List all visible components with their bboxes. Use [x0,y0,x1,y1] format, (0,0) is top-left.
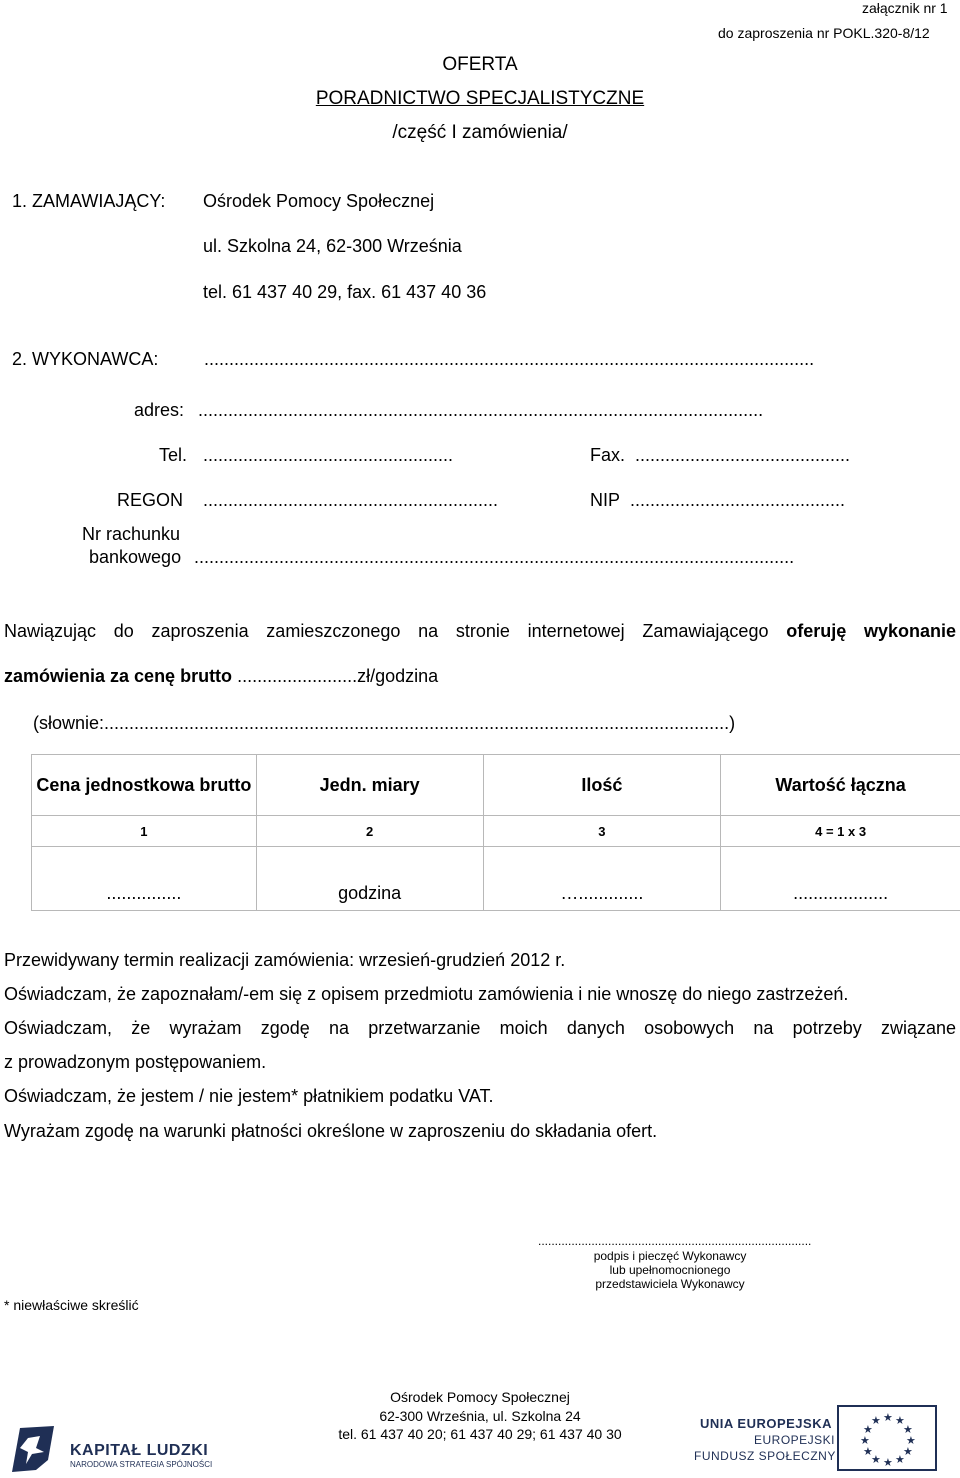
total-value-cell[interactable]: ................... [721,847,960,911]
header-unit: Jedn. miary [256,755,483,816]
signature-caption-3: przedstawiciela Wykonawcy [595,1277,745,1291]
signature-caption-1: podpis i pieczęć Wykonawcy [593,1249,747,1263]
document-title: OFERTA [442,54,518,75]
eu-logo-line3: FUNDUSZ SPOŁECZNY [694,1449,836,1463]
statement-payment: Wyrażam zgodę na warunki płatności określone w zaproszeniu do składania ofert. [4,1121,658,1141]
offer-paragraph-line2 [4,666,438,687]
header-total-value: Wartość łączna [721,755,960,816]
tel-field[interactable]: .................................................. [203,445,454,465]
statement-deadline: Przewidywany termin realizacji zamówienia: wrzesień-grudzień 2012 r. [4,950,566,970]
column-number: 4 = 1 x 3 [721,816,960,847]
document-subtitle: PORADNICTWO SPECJALISTYCZNE [315,88,645,109]
footnote: * niewłaściwe skreślić [4,1297,139,1313]
contractor-label: 2. WYKONAWCA: [12,349,159,369]
statement-acknowledgement: Oświadczam, że zapoznałam/-em się z opisem przedmiotu zamówienia i nie wnoszę do niego zastrzeżeń. [4,984,849,1004]
regon-label: REGON [117,490,184,510]
statement-consent-line2: z prowadzonym postępowaniem. [4,1052,267,1072]
invitation-reference: do zaproszenia nr POKL.320-8/12 [718,25,930,41]
signature-caption-2: lub upełnomocnionego [609,1263,731,1277]
offer-text: Nawiązując do zaproszenia zamieszczonego na stronie internetowej Zamawiającego [4,621,769,641]
column-number: 3 [483,816,721,847]
unit-cell: godzina [256,847,483,911]
account-label-line2: bankowego [89,547,182,567]
table-number-row [32,816,960,847]
orderer-phone: tel. 61 437 40 29, fax. 61 437 40 36 [203,282,487,302]
address-field[interactable]: ................................................................................................................. [198,400,764,420]
unit-price-cell[interactable]: ............... [32,847,257,911]
address-label: adres: [134,400,185,420]
offer-price-label: zamówienia za cenę brutto [4,666,233,686]
statement-consent-line1: Oświadczam, że wyrażam zgodę na przetwarzanie moich danych osobowych na potrzeby związane [4,1018,956,1038]
column-number: 1 [32,816,257,847]
nip-label: NIP [590,490,621,510]
price-in-words-field[interactable]: (słownie:.............................................................................................................................) [33,713,736,733]
eu-flag-icon: ★ ★ ★ ★ ★ ★ ★ ★ ★ ★ ★ ★ [837,1405,937,1471]
regon-field[interactable]: ........................................................... [203,490,499,510]
orderer-address: ul. Szkolna 24, 62-300 Września [203,236,462,256]
kapital-ludzki-subtitle: NARODOWA STRATEGIA SPÓJNOŚCI [70,1460,213,1469]
attachment-label: załącznik nr 1 [862,0,948,16]
fax-label: Fax. [590,445,626,465]
statement-vat: Oświadczam, że jestem / nie jestem* płatnikiem podatku VAT. [4,1086,494,1106]
contractor-name-field[interactable]: .......................................................................................................................... [204,349,815,369]
price-table [31,754,960,911]
header-quantity: Ilość [483,755,721,816]
offer-price-field[interactable]: ........................zł/godzina [237,666,439,686]
offer-paragraph-line1 [4,621,956,642]
column-number: 2 [256,816,483,847]
quantity-cell[interactable]: …............. [483,847,721,911]
footer-org-name: Ośrodek Pomocy Społecznej [390,1389,570,1405]
tel-label: Tel. [159,445,188,465]
footer-phones: tel. 61 437 40 20; 61 437 40 29; 61 437 40 30 [338,1426,622,1442]
table-header-row [32,755,960,816]
offer-text-bold: oferuję wykonanie [786,621,956,641]
document-part: /część I zamówienia/ [392,122,568,143]
fax-field[interactable]: ........................................... [635,445,851,465]
account-field[interactable]: ........................................................................................................................ [194,547,795,567]
table-row [32,847,960,911]
account-label-line1: Nr rachunku [82,524,181,544]
kapital-ludzki-title: KAPITAŁ LUDZKI [70,1442,209,1459]
nip-field[interactable]: ........................................... [630,490,846,510]
header-unit-price: Cena jednostkowa brutto [32,755,257,816]
orderer-label: 1. ZAMAWIAJĄCY: [12,191,166,211]
footer-address: 62-300 Września, ul. Szkolna 24 [379,1408,581,1424]
signature-field[interactable]: .................................................................................. [538,1234,812,1248]
eu-logo-line2: EUROPEJSKI [754,1433,836,1447]
kapital-ludzki-logo-icon [10,1424,56,1474]
orderer-name: Ośrodek Pomocy Społecznej [203,191,435,211]
eu-logo-line1: UNIA EUROPEJSKA [700,1416,832,1431]
